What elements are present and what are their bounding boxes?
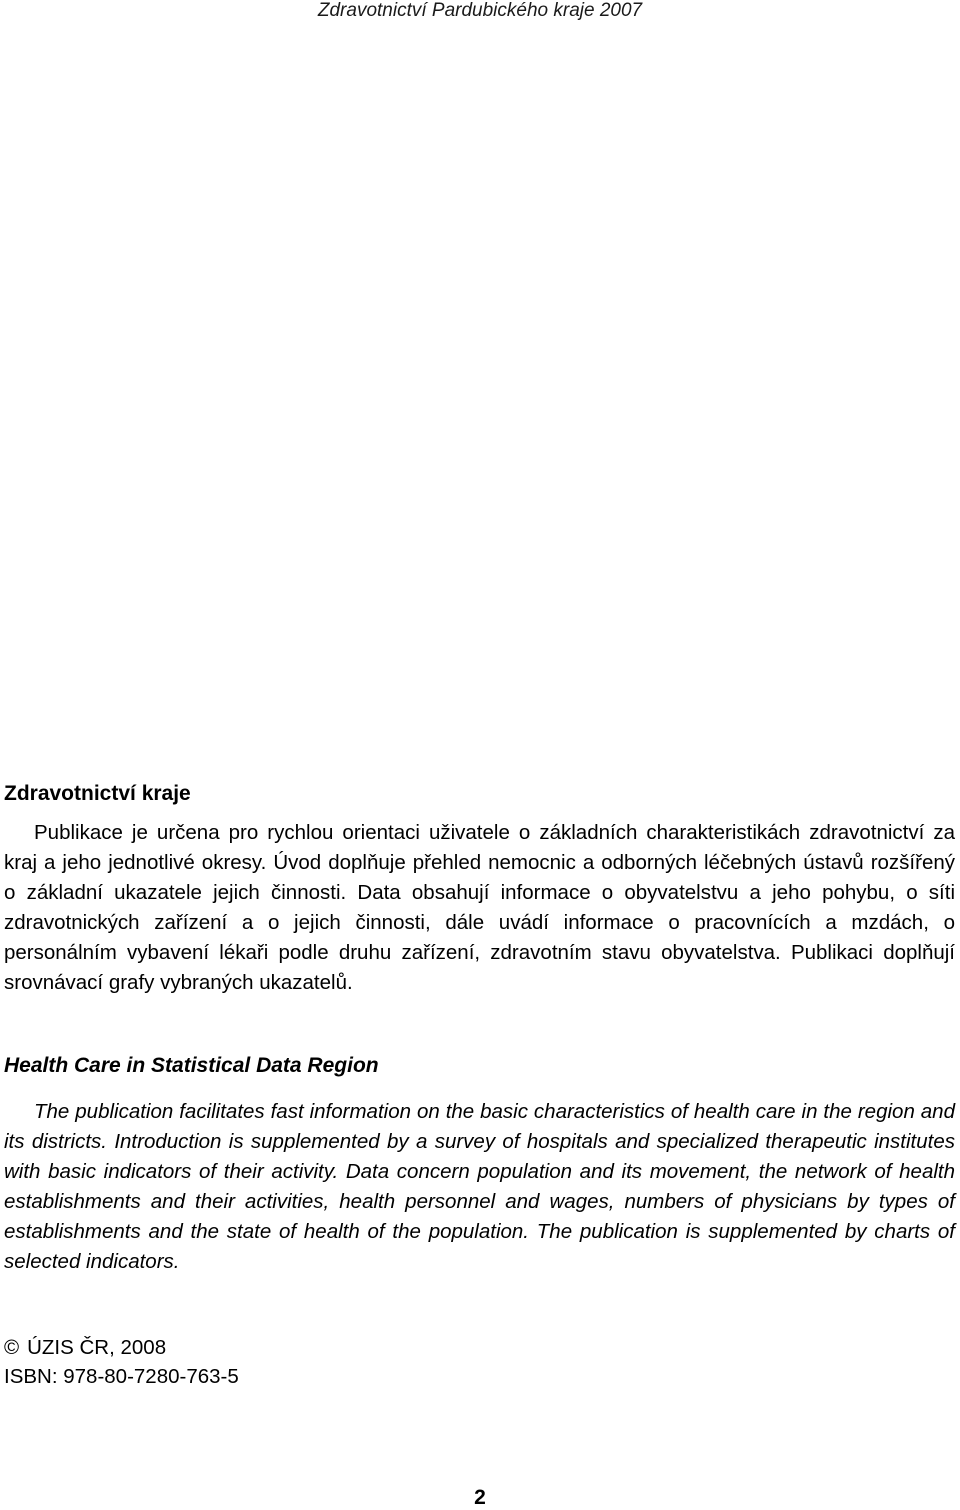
abstract-paragraph-czech: Publikace je určena pro rychlou orientaci uživatele o základních charakteristikách zdravotnictví za kraj a jeho jednotlivé okresy. Úvod doplňuje přehled nemocnic a odborných léčebných ústavů rozšířený o základní ukazatele jejich činnosti. Data obsahují informace o obyvatelstvu a jeho pohybu, o síti zdravotnických zařízení a o jejich činnosti, dále uvádí informace o pracovnících a mzdách, o personálním vybavení lékaři podle druhu zařízení, zdravotním stavu obyvatelstva. Publikaci doplňují srovnávací grafy vybraných ukazatelů. (4, 821, 955, 994)
page-number: 2 (474, 1486, 486, 1509)
section-title-czech: Zdravotnictví kraje (4, 782, 191, 805)
copyright-line (4, 1334, 166, 1362)
running-header: Zdravotnictví Pardubického kraje 2007 (317, 0, 643, 21)
copyright-icon: © (4, 1336, 20, 1359)
abstract-paragraph-english: The publication facilitates fast information on the basic characteristics of health care in the region and its districts. Introduction is supplemented by a survey of hospitals and specialized therapeutic institutes with basic indicators of their activity. Data concern population and its movement, the network of health establishments and their activities, health personnel and wages, numbers of physicians by types of establishments and the state of health of the population. The publication is supplemented by charts of selected indicators. (4, 1100, 955, 1273)
copyright-text: ÚZIS ČR, 2008 (27, 1336, 167, 1359)
section-title-english: Health Care in Statistical Data Region (4, 1054, 379, 1077)
isbn-line: ISBN: 978-80-7280-763-5 (4, 1365, 239, 1388)
